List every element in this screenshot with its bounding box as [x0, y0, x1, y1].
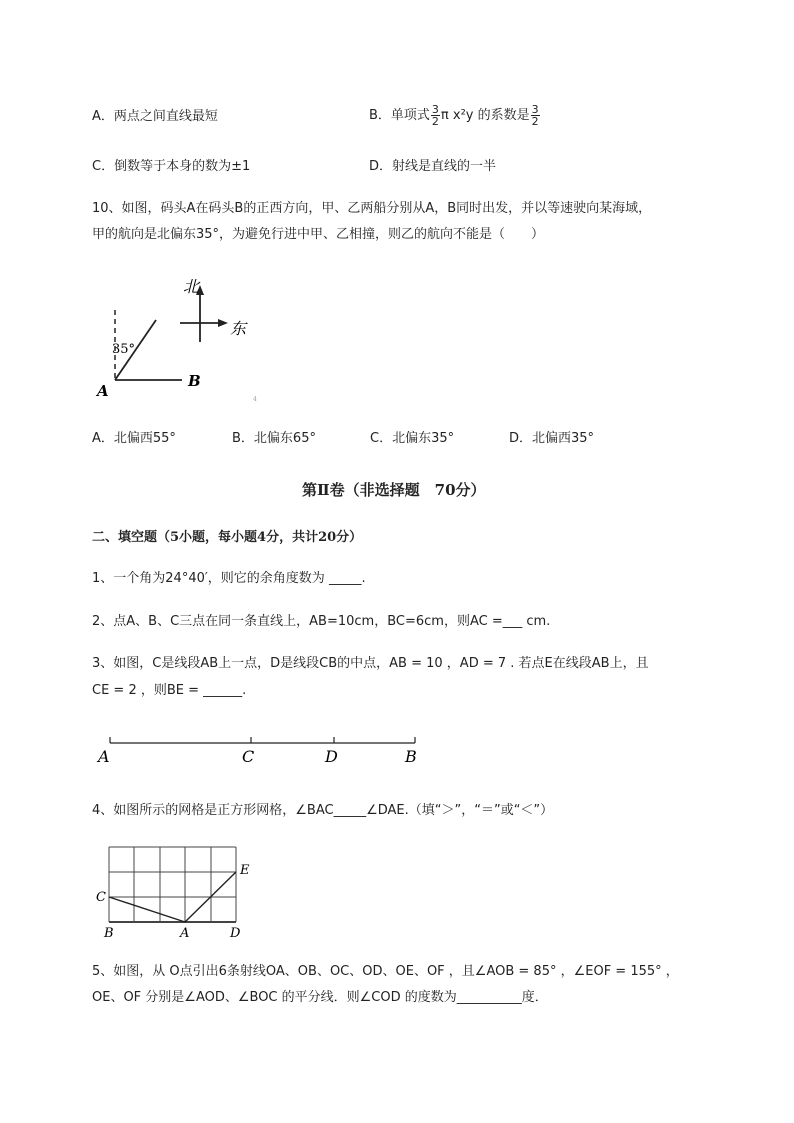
- q9-option-b-mid: π x²y 的系数是: [440, 108, 530, 123]
- q10-option-b: B．北偏东65°: [232, 431, 316, 446]
- fraction-denominator: 2: [431, 115, 439, 128]
- fraction-numerator: 3: [531, 103, 539, 116]
- small-mark: 4: [253, 396, 257, 403]
- point-b-label: B: [188, 372, 201, 390]
- label-a: A: [180, 926, 190, 941]
- q9-option-d: D．射线是直线的一半: [369, 159, 497, 174]
- label-d: D: [325, 747, 338, 766]
- q10-option-c: C．北偏东35°: [370, 431, 455, 446]
- fill-q1: 1、一个角为24°40′，则它的余角度数为 _____.: [92, 571, 366, 586]
- label-e: E: [240, 863, 250, 878]
- point-a-label: A: [97, 382, 109, 400]
- fraction-denominator: 2: [531, 115, 539, 128]
- segment-ca: [109, 897, 185, 922]
- grid-lines: [109, 847, 236, 922]
- q9-option-b-prefix: B．单项式: [369, 108, 430, 123]
- fraction-numerator: 3: [431, 103, 439, 116]
- q10-option-a: A．北偏西55°: [92, 431, 176, 446]
- fill-q4: 4、如图所示的网格是正方形网格，∠BAC_____∠DAE.（填“＞”，“＝”或“＜”）: [92, 803, 554, 818]
- label-a: A: [98, 747, 110, 766]
- label-b: B: [405, 747, 417, 766]
- q10-stem-line1: 10、如图，码头A在码头B的正西方向，甲、乙两船分别从A，B同时出发，并以等速驶向某海域，: [92, 201, 652, 216]
- label-d: D: [230, 926, 241, 941]
- q9-option-a: A．两点之间直线最短: [92, 109, 218, 124]
- section2-title: 二、填空题（5小题，每小题4分，共计20分）: [92, 530, 363, 545]
- fill-q5-line1: 5、如图，从 O点引出6条射线OA、OB、OC、OD、OE、OF ，且∠AOB = 85° ，∠EOF = 155° ，: [92, 964, 679, 979]
- label-b: B: [104, 926, 114, 941]
- q10-option-d: D．北偏西35°: [509, 431, 595, 446]
- part2-title: 第Ⅱ卷（非选择题 70分）: [302, 481, 486, 499]
- north-label: 北: [183, 277, 200, 296]
- label-c: C: [242, 747, 255, 766]
- fill-q5-line2: OE、OF 分别是∠AOD、∠BOC 的平分线．则∠COD 的度数为__________度．: [92, 990, 548, 1005]
- label-c: C: [96, 890, 106, 905]
- fill-q3-line2: CE = 2 ，则BE = ______.: [92, 683, 247, 698]
- angle-label: 35°: [112, 342, 136, 357]
- q10-stem-line2: 甲的航向是北偏东35°，为避免行进中甲、乙相撞，则乙的航向不能是（ ）: [92, 227, 545, 242]
- q9-option-c: C．倒数等于本身的数为±1: [92, 159, 251, 174]
- east-label: 东: [230, 319, 247, 338]
- fill-q2: 2、点A、B、C三点在同一条直线上，AB=10cm，BC=6cm，则AC =___ cm.: [92, 614, 551, 629]
- fill-q3-line1: 3、如图，C是线段AB上一点，D是线段CB的中点，AB = 10 ，AD = 7 . 若点E在线段AB上，且: [92, 656, 649, 671]
